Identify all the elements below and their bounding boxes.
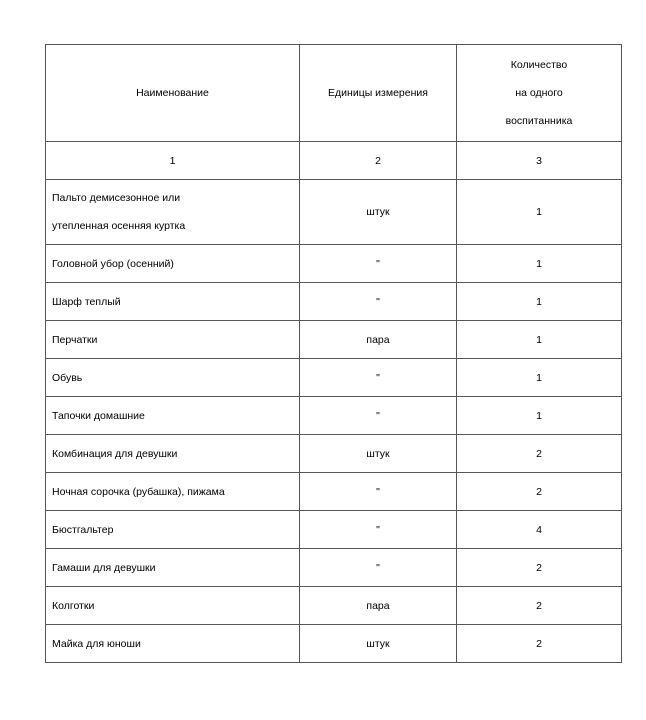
header-quantity: [457, 45, 622, 142]
item-unit: ": [300, 245, 457, 283]
item-unit: ": [300, 359, 457, 397]
item-name-line: Гамаши для девушки: [52, 561, 156, 574]
table-row: [46, 283, 622, 321]
header-quantity-line: Количество: [510, 59, 568, 71]
item-quantity: 2: [457, 625, 622, 663]
table-row: [46, 625, 622, 663]
item-name: [46, 511, 300, 549]
item-name: [46, 435, 300, 473]
header-name: Наименование: [46, 45, 300, 142]
item-name: [46, 283, 300, 321]
item-quantity: 2: [457, 473, 622, 511]
item-name-line: Бюстгальтер: [52, 523, 114, 536]
clothing-table: [45, 44, 622, 663]
item-unit: ": [300, 511, 457, 549]
header-unit: Единицы измерения: [300, 45, 457, 142]
item-name-line: Ночная сорочка (рубашка), пижама: [52, 485, 225, 498]
item-name-line: Шарф теплый: [52, 295, 121, 308]
header-quantity-line: на одного: [515, 87, 563, 99]
item-unit: ": [300, 549, 457, 587]
item-quantity: 2: [457, 435, 622, 473]
header-quantity-line: воспитанника: [505, 115, 573, 127]
item-name-line: Пальто демисезонное или: [52, 192, 181, 204]
item-quantity: 2: [457, 587, 622, 625]
item-name: [46, 180, 300, 245]
table-body: [46, 180, 622, 663]
item-unit: штук: [300, 625, 457, 663]
item-name-line: Комбинация для девушки: [52, 447, 178, 460]
item-name: [46, 321, 300, 359]
item-name: [46, 587, 300, 625]
item-quantity: 1: [457, 321, 622, 359]
item-name-line: Тапочки домашние: [52, 409, 145, 422]
item-unit: штук: [300, 435, 457, 473]
item-name: [46, 549, 300, 587]
item-quantity: 1: [457, 180, 622, 245]
item-name-line: Перчатки: [52, 333, 98, 346]
item-unit: штук: [300, 180, 457, 245]
column-number: 1: [46, 142, 300, 180]
item-quantity: 2: [457, 549, 622, 587]
table-row: [46, 435, 622, 473]
table-row: [46, 511, 622, 549]
item-name-line: Майка для юноши: [52, 637, 141, 650]
item-name-line: Головной убор (осенний): [52, 257, 174, 270]
item-name: [46, 245, 300, 283]
item-unit: ": [300, 473, 457, 511]
item-unit: пара: [300, 321, 457, 359]
item-quantity: 1: [457, 283, 622, 321]
item-quantity: 1: [457, 397, 622, 435]
table-row: [46, 321, 622, 359]
header-row: [46, 45, 622, 142]
item-name: [46, 397, 300, 435]
item-unit: ": [300, 283, 457, 321]
item-name: [46, 359, 300, 397]
item-quantity: 1: [457, 245, 622, 283]
table-row: [46, 549, 622, 587]
item-name-line: Колготки: [52, 599, 95, 612]
table-row: [46, 359, 622, 397]
column-number-row: [46, 142, 622, 180]
column-number: 3: [457, 142, 622, 180]
item-unit: пара: [300, 587, 457, 625]
column-number: 2: [300, 142, 457, 180]
table-row: [46, 397, 622, 435]
item-name-line: утепленная осенняя куртка: [52, 220, 186, 232]
item-unit: ": [300, 397, 457, 435]
item-quantity: 4: [457, 511, 622, 549]
item-name-line: Обувь: [52, 371, 83, 384]
table-row: [46, 587, 622, 625]
item-name: [46, 473, 300, 511]
table-row: [46, 473, 622, 511]
table-row: [46, 180, 622, 245]
item-quantity: 1: [457, 359, 622, 397]
table-row: [46, 245, 622, 283]
item-name: [46, 625, 300, 663]
